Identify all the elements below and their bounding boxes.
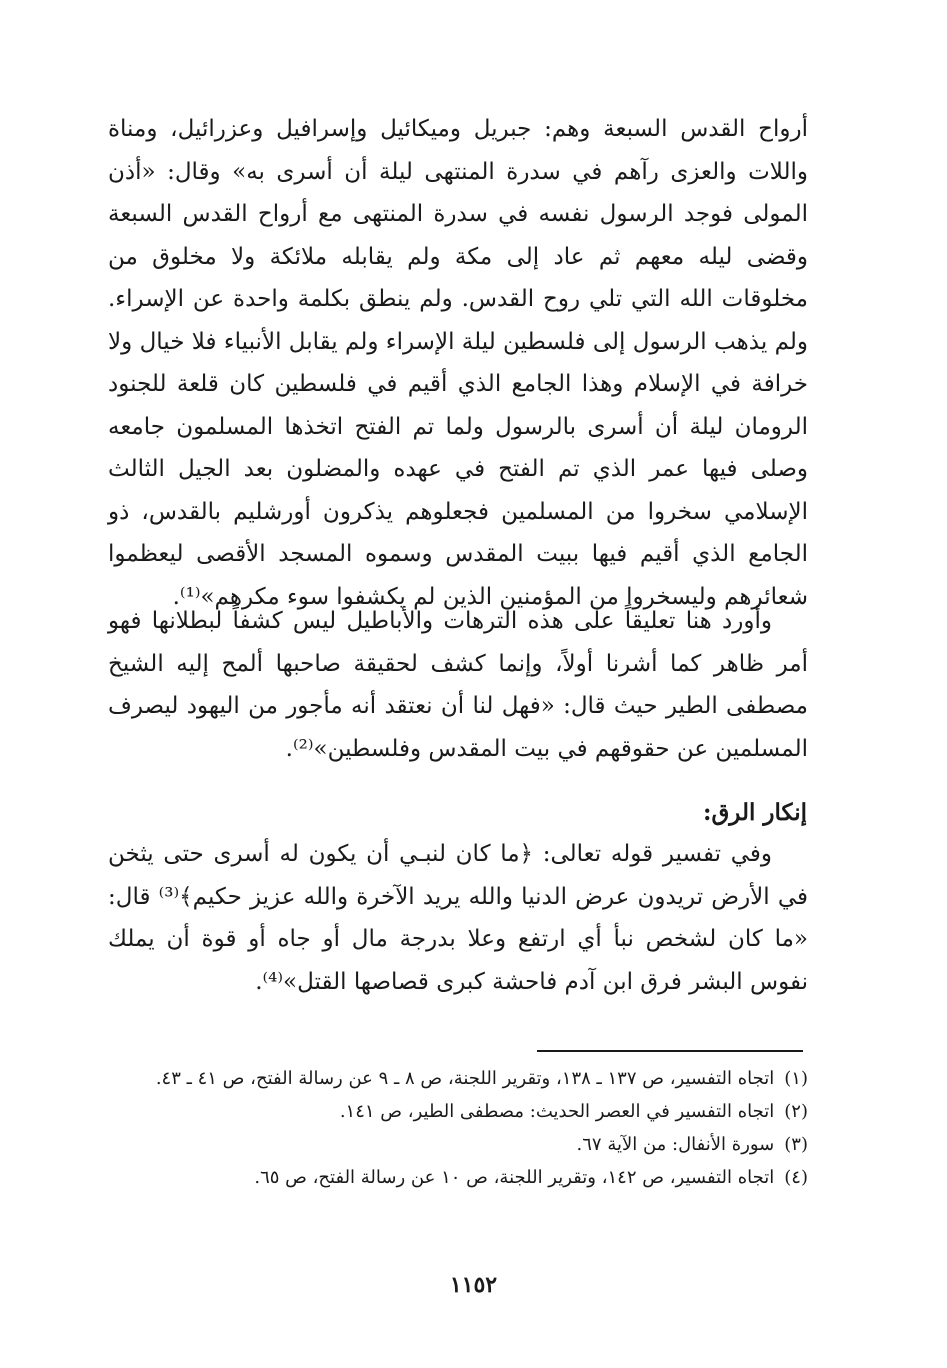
section-heading: إنكار الرق: xyxy=(702,799,807,826)
body-paragraph-1: أرواح القدس السبعة وهم: جبريل وميكائيل وإسرافيل وعزرائيل، ومناة واللات والعزى رآهم في سدرة المنتهى ليلة أن أسرى به» وقال: «أذن المولى فوجد الرسول نفسه في سدرة المنتهى مع أرواح القدس السبعة وقضى ليله معهم ثم عاد إلى مكة ولم يقابله ملائكة ولا مخلوق من مخلوقات الله التي تلي روح القدس. ولم ينطق بكلمة واحدة عن الإسراء. ولم يذهب الرسول إلى فلسطين ليلة الإسراء ولم يقابل الأنبياء فلا خيال ولا خرافة في الإسلام وهذا الجامع الذي أقيم في فلسطين كان قلعة للجنود الرومان ليلة أن أسرى بالرسول ولما تم الفتح اتخذها المسلمون جامعه وصلى فيها عمر الذي تم الفتح في عهده والمضلون بعد الجيل الثالث الإسلامي سخروا من المسلمين فجعلوهم يذكرون أورشليم بالقدس، ذو الجامع الذي أقيم فيها ببيت المقدس وسموه المسجد الأقصى ليعظموا شعائرهم وليسخروا من المؤمنين الذين لم يكشفوا سوء مكرهم»⁽¹⁾. xyxy=(108,116,808,610)
footnote-item xyxy=(108,1095,808,1128)
footnote-text: سورة الأنفال: من الآية ٦٧. xyxy=(576,1134,775,1155)
page-number: ١١٥٢ xyxy=(449,1272,498,1298)
footnotes-list xyxy=(108,1062,808,1194)
footnote-text: اتجاه التفسير، ص ١٣٧ ـ ١٣٨، وتقرير اللجنة، ص ٨ ـ ٩ عن رسالة الفتح، ص ٤١ ـ ٤٣. xyxy=(155,1068,775,1089)
footnote-item xyxy=(108,1062,808,1095)
footnote-item xyxy=(108,1161,808,1194)
footnote-marker: (١) xyxy=(784,1068,808,1089)
footnote-text: اتجاه التفسير، ص ١٤٢، وتقرير اللجنة، ص ١٠ عن رسالة الفتح، ص ٦٥. xyxy=(254,1167,775,1188)
footnote-marker: (٣) xyxy=(784,1134,808,1155)
body-paragraph-3: وفي تفسير قوله تعالى: ﴿ما كان لنبـي أن يكون له أسرى حتى يثخن في الأرض تريدون عرض الدنيا والله يريد الآخرة والله عزيز حكيم﴾⁽³⁾ قال: «ما كان لشخص نبأ أي ارتفع وعلا بدرجة مال أو جاه أو قوة أن يملك نفوس البشر فرق ابن آدم فاحشة كبرى قصاصها القتل»⁽⁴⁾. xyxy=(108,841,808,995)
footnote-divider xyxy=(537,1050,803,1052)
footnote-marker: (٢) xyxy=(784,1101,808,1122)
footnote-text: اتجاه التفسير في العصر الحديث: مصطفى الطير، ص ١٤١. xyxy=(339,1101,775,1122)
footnote-marker: (٤) xyxy=(784,1167,808,1188)
body-paragraph-2: وأورد هنا تعليقاً على هذه الترهات والأباطيل ليس كشفاً لبطلانها فهو أمر ظاهر كما أشرنا أولاً، وإنما كشف لحقيقة صاحبها ألمح إليه الشيخ مصطفى الطير حيث قال: «فهل لنا أن نعتقد أنه مأجور من اليهود ليصرف المسلمين عن حقوقهم في بيت المقدس وفلسطين»⁽²⁾. xyxy=(108,608,808,762)
footnote-item xyxy=(108,1128,808,1161)
